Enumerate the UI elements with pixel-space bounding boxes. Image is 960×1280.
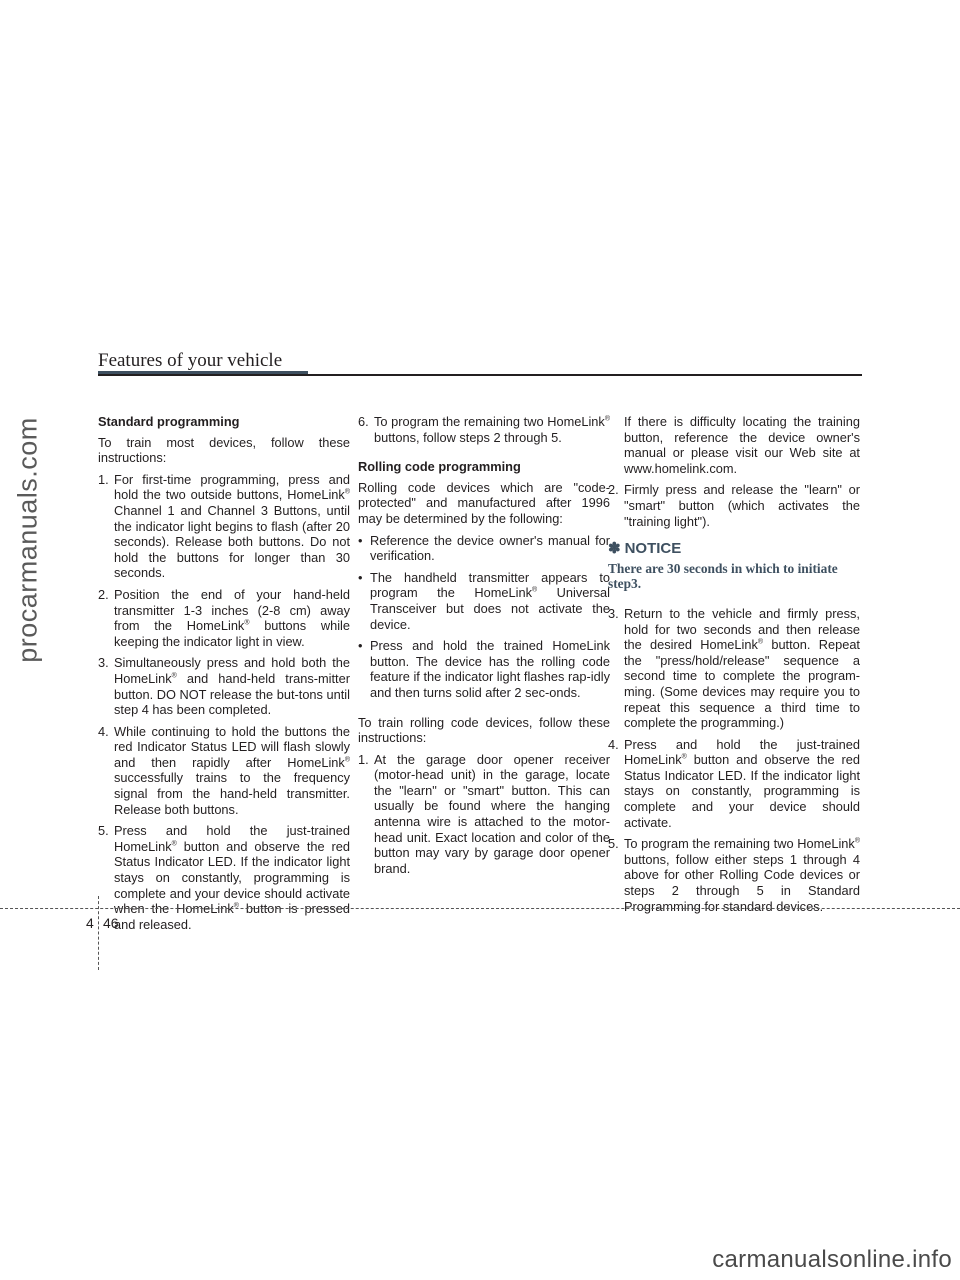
- footer-dashed-rule: [0, 908, 960, 909]
- paragraph: Rolling code devices which are "code-protected" and manufactured after 1996 may be determined by the following:: [358, 479, 610, 526]
- header-rule: [98, 374, 862, 376]
- step-item: 5. To program the remaining two HomeLink® buttons, follow either steps 1 through 4 above for other Rolling Code devices or steps 2 through 5 in Standard Programming for standard devices.: [608, 836, 860, 914]
- step-number: 3.: [98, 655, 109, 671]
- bullet-icon: •: [358, 638, 363, 654]
- registered-mark: ®: [344, 489, 350, 497]
- notice-heading: ✽ NOTICE: [608, 540, 682, 558]
- step-item: 5. Press and hold the just-trained HomeLink® button and observe the red Status Indicator LED. If the indicator light stays on constantly, programming is complete and your device should activate when the HomeLink® button is pressed and released.: [98, 823, 350, 932]
- step-item: 2. Position the end of your hand-held transmitter 1-3 inches (2-8 cm) away from the HomeLink® buttons while keeping the indicator light in view.: [98, 586, 350, 649]
- footer-dashed-divider: [98, 896, 99, 970]
- step-number: 1.: [98, 471, 109, 487]
- section-number: 4: [86, 915, 94, 931]
- bullet-item: • Reference the device owner's manual for verification.: [358, 532, 610, 564]
- bullet-item: • The handheld transmitter appears to program the HomeLink® Universal Transceiver but does not activate the device.: [358, 569, 610, 632]
- paragraph: To train most devices, follow these instructions:: [98, 434, 350, 466]
- step-item: 3. Simultaneously press and hold both the HomeLink® and hand-held trans-mitter button. DO NOT release the but-tons until step 4 has been completed.: [98, 655, 350, 718]
- step-number: 1.: [358, 751, 369, 767]
- bottom-watermark: carmanualsonline.info: [712, 1246, 952, 1273]
- step-item: 4. Press and hold the just-trained HomeLink® button and observe the red Status Indicator LED. If the indicator light stays on constantly, programming is complete and your device should activate.: [608, 736, 860, 830]
- page-number: 46: [103, 915, 119, 931]
- step-number: 2.: [608, 482, 619, 498]
- step-item: 2. Firmly press and release the "learn" or "smart" button (which activates the "training light").: [608, 482, 860, 529]
- step-item: 6. To program the remaining two HomeLink® buttons, follow steps 2 through 5.: [358, 414, 610, 445]
- registered-mark: ®: [244, 619, 250, 627]
- notice-text: There are 30 seconds in which to initiate step3.: [608, 560, 838, 592]
- bullet-item: • Press and hold the trained HomeLink button. The device has the rolling code feature if the indicator light flashes rap-idly and then turns solid after 2 sec-onds.: [358, 638, 610, 700]
- step-number: 6.: [358, 414, 369, 429]
- registered-mark: ®: [757, 638, 764, 646]
- standard-programming-heading: Standard programming: [98, 414, 240, 429]
- step-number: 3.: [608, 605, 619, 621]
- step-item: 3. Return to the vehicle and firmly press, hold for two seconds and then release the desired HomeLink® button. Repeat the "press/hold/release" sequence a second time to complete the program-ming. (Some devices may require you to repeat this sequence a third time to complete the programming.): [608, 605, 860, 731]
- column-1: [98, 414, 350, 938]
- step-item: 1. At the garage door opener receiver (motor-head unit) in the garage, locate the "learn" or "smart" button. This can usually be found where the hanging antenna wire is attached to the motor-head unit. Exact location and color of the button may vary by garage door opener brand.: [358, 751, 610, 876]
- step-number: 4.: [608, 736, 619, 752]
- column-2: [358, 414, 610, 882]
- registered-mark: ®: [681, 754, 687, 762]
- step-number: 4.: [98, 723, 109, 739]
- bullet-icon: •: [358, 532, 363, 548]
- rolling-code-heading: Rolling code programming: [358, 459, 521, 475]
- registered-mark: ®: [344, 756, 350, 764]
- registered-mark: ®: [532, 587, 538, 595]
- step-number: 5.: [98, 823, 109, 839]
- registered-mark: ®: [604, 415, 610, 423]
- paragraph: If there is difficulty locating the training button, reference the device owner's manual or please visit our Web site at www.homelink.com.: [624, 414, 860, 476]
- registered-mark: ®: [233, 902, 239, 910]
- step-number: 2.: [98, 586, 109, 602]
- asterisk-icon: ✽: [608, 540, 621, 558]
- side-watermark: procarmanuals.com: [12, 417, 43, 663]
- step-item: 1. For first-time programming, press and hold the two outside buttons, HomeLink® Channel 1 and Channel 3 Buttons, until the indicator light begins to flash (after 20 seconds). Release both buttons. Do not hold the buttons for longer than 30 seconds.: [98, 471, 350, 581]
- column-3: [608, 414, 860, 920]
- paragraph: To train rolling code devices, follow these instructions:: [358, 714, 610, 746]
- registered-mark: ®: [854, 837, 860, 845]
- registered-mark: ®: [171, 672, 177, 680]
- step-number: 5.: [608, 836, 619, 852]
- registered-mark: ®: [171, 840, 177, 848]
- step-item: 4. While continuing to hold the buttons the red Indicator Status LED will flash slowly and then rapidly after HomeLink® successfully trains to the frequency signal from the hand-held transmitter. Release both buttons.: [98, 723, 350, 817]
- bullet-icon: •: [358, 569, 363, 585]
- section-title: Features of your vehicle: [98, 350, 283, 371]
